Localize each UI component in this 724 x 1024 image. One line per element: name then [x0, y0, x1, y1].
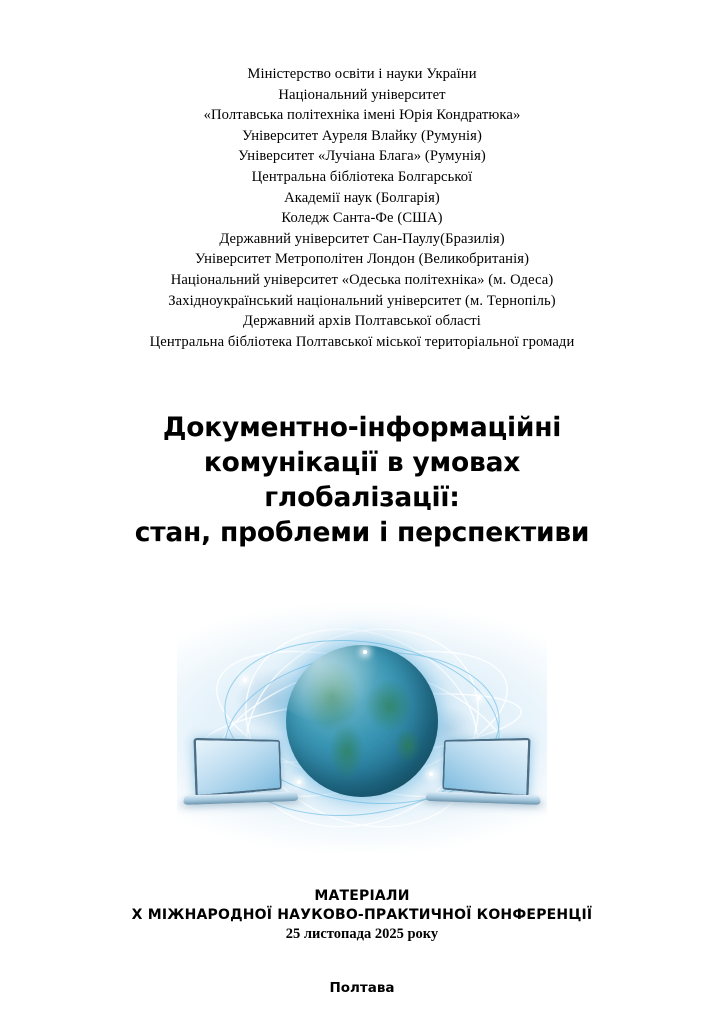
laptop-screen	[193, 738, 281, 797]
globe-icon	[286, 645, 438, 797]
organisation-line: Західноукраїнський національний університет (м. Тернопіль)	[168, 292, 556, 309]
organisation-line: Університет Ауреля Влайку (Румунія)	[242, 127, 482, 144]
organisation-line: Центральна бібліотека Полтавської міської територіальної громади	[149, 333, 575, 350]
materials-block	[52, 887, 672, 944]
materials-line-1: МАТЕРІАЛИ	[314, 888, 410, 904]
materials-line-2: X МІЖНАРОДНОЇ НАУКОВО-ПРАКТИЧНОЇ КОНФЕРЕНЦІЇ	[131, 907, 593, 923]
laptop-right-icon	[422, 737, 543, 815]
organisations-list	[52, 64, 672, 352]
organisation-line: Державний архів Полтавської області	[243, 313, 481, 330]
organisation-line: Національний університет «Одеська політехніка» (м. Одеса)	[170, 271, 554, 288]
organisation-line: Коледж Санта-Фе (США)	[281, 210, 443, 227]
page-title-line-1: Документно-інформаційні	[162, 412, 562, 444]
page-title-line-3: стан, проблеми і перспективи	[134, 517, 590, 549]
conference-date: 25 листопада 2025 року	[285, 926, 439, 942]
organisation-line: «Полтавська політехніка імені Юрія Кондратюка»	[203, 107, 521, 124]
organisation-line: Університет Метрополітен Лондон (Великобританія)	[194, 251, 530, 268]
organisation-line: Університет «Лучіана Блага» (Румунія)	[238, 148, 486, 165]
laptop-screen	[442, 738, 530, 797]
organisation-line: Національний університет	[278, 86, 446, 103]
city-label: Полтава	[329, 980, 395, 996]
page-title-line-2: комунікації в умовах глобалізації:	[203, 447, 521, 514]
organisation-line: Державний університет Сан-Паулу(Бразилія)	[219, 230, 505, 247]
organisation-line: Міністерство освіти і науки України	[247, 66, 477, 82]
organisation-line: Академії наук (Болгарія)	[284, 189, 440, 206]
page-title	[102, 410, 622, 550]
cover-illustration	[177, 604, 547, 853]
laptop-left-icon	[182, 737, 303, 815]
organisation-line: Центральна бібліотека Болгарської	[251, 168, 473, 185]
